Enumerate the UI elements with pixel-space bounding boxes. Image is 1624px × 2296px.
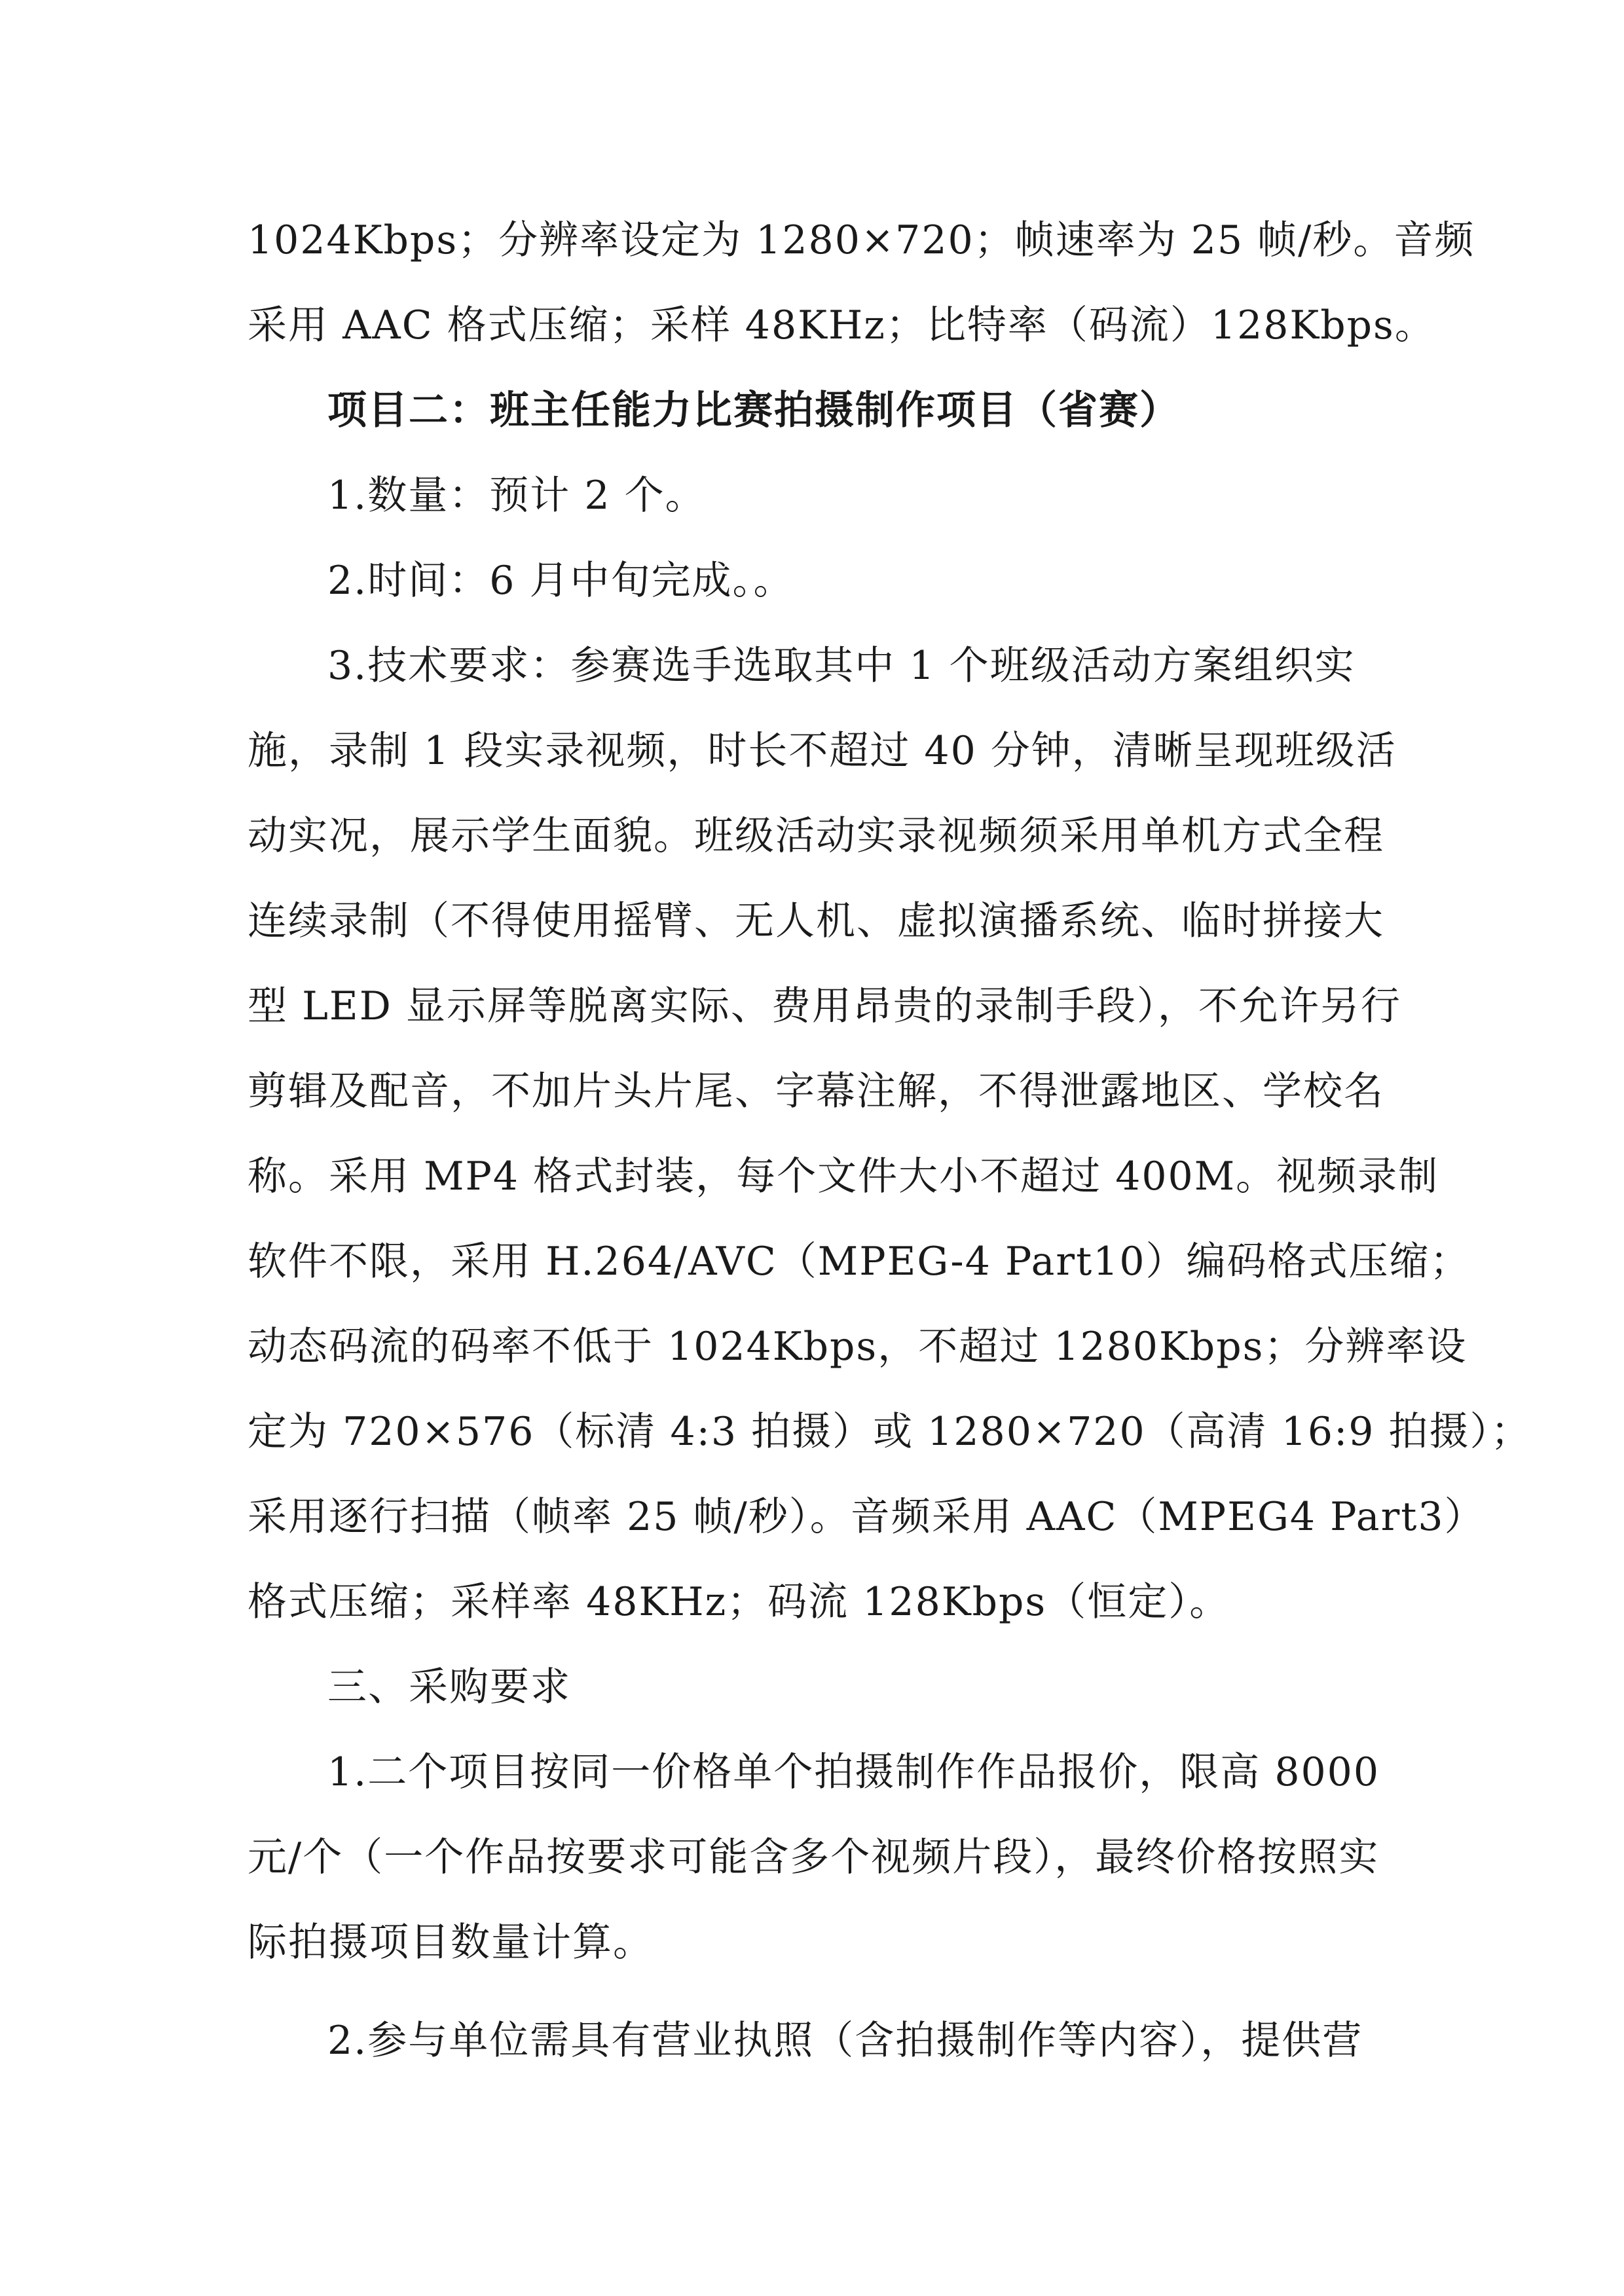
text-line: 采用 AAC 格式压缩；采样 48KHz；比特率（码流）128Kbps。	[248, 302, 1435, 348]
text-line: 1.数量：预计 2 个。	[327, 473, 706, 519]
text-line: 3.技术要求：参赛选手选取其中 1 个班级活动方案组织实	[327, 643, 1356, 689]
section-heading: 三、采购要求	[327, 1664, 571, 1710]
section-heading: 项目二：班主任能力比赛拍摄制作项目（省赛）	[327, 388, 1180, 433]
text-line: 元/个（一个作品按要求可能含多个视频片段），最终价格按照实	[248, 1834, 1380, 1880]
text-line: 采用逐行扫描（帧率 25 帧/秒）。音频采用 AAC（MPEG4 Part3）	[248, 1494, 1485, 1540]
text-line: 型 LED 显示屏等脱离实际、费用昂贵的录制手段），不允许另行	[248, 983, 1401, 1029]
text-line: 定为 720×576（标清 4:3 拍摄）或 1280×720（高清 16:9 拍摄）；	[248, 1409, 1532, 1455]
text-line: 剪辑及配音，不加片头片尾、字幕注解，不得泄露地区、学校名	[248, 1068, 1384, 1114]
text-line: 软件不限，采用 H.264/AVC（MPEG-4 Part10）编码格式压缩；	[248, 1239, 1471, 1285]
text-line: 称。采用 MP4 格式封装，每个文件大小不超过 400M。视频录制	[248, 1154, 1439, 1199]
text-line: 施，录制 1 段实录视频，时长不超过 40 分钟，清晰呈现班级活	[248, 728, 1397, 774]
text-line: 动态码流的码率不低于 1024Kbps，不超过 1280Kbps；分辨率设	[248, 1324, 1467, 1370]
text-line: 1024Kbps；分辨率设定为 1280×720；帧速率为 25 帧/秒。音频	[248, 217, 1475, 263]
text-line: 际拍摄项目数量计算。	[248, 1920, 654, 1965]
text-line: 2.参与单位需具有营业执照（含拍摄制作等内容），提供营	[327, 2018, 1363, 2064]
text-line: 格式压缩；采样率 48KHz；码流 128Kbps（恒定）。	[248, 1579, 1230, 1625]
text-line: 1.二个项目按同一价格单个拍摄制作作品报价，限高 8000	[327, 1749, 1380, 1795]
text-line: 2.时间：6 月中旬完成。。	[327, 558, 794, 604]
text-line: 连续录制（不得使用摇臂、无人机、虚拟演播系统、临时拼接大	[248, 898, 1384, 944]
text-line: 动实况，展示学生面貌。班级活动实录视频须采用单机方式全程	[248, 813, 1384, 859]
